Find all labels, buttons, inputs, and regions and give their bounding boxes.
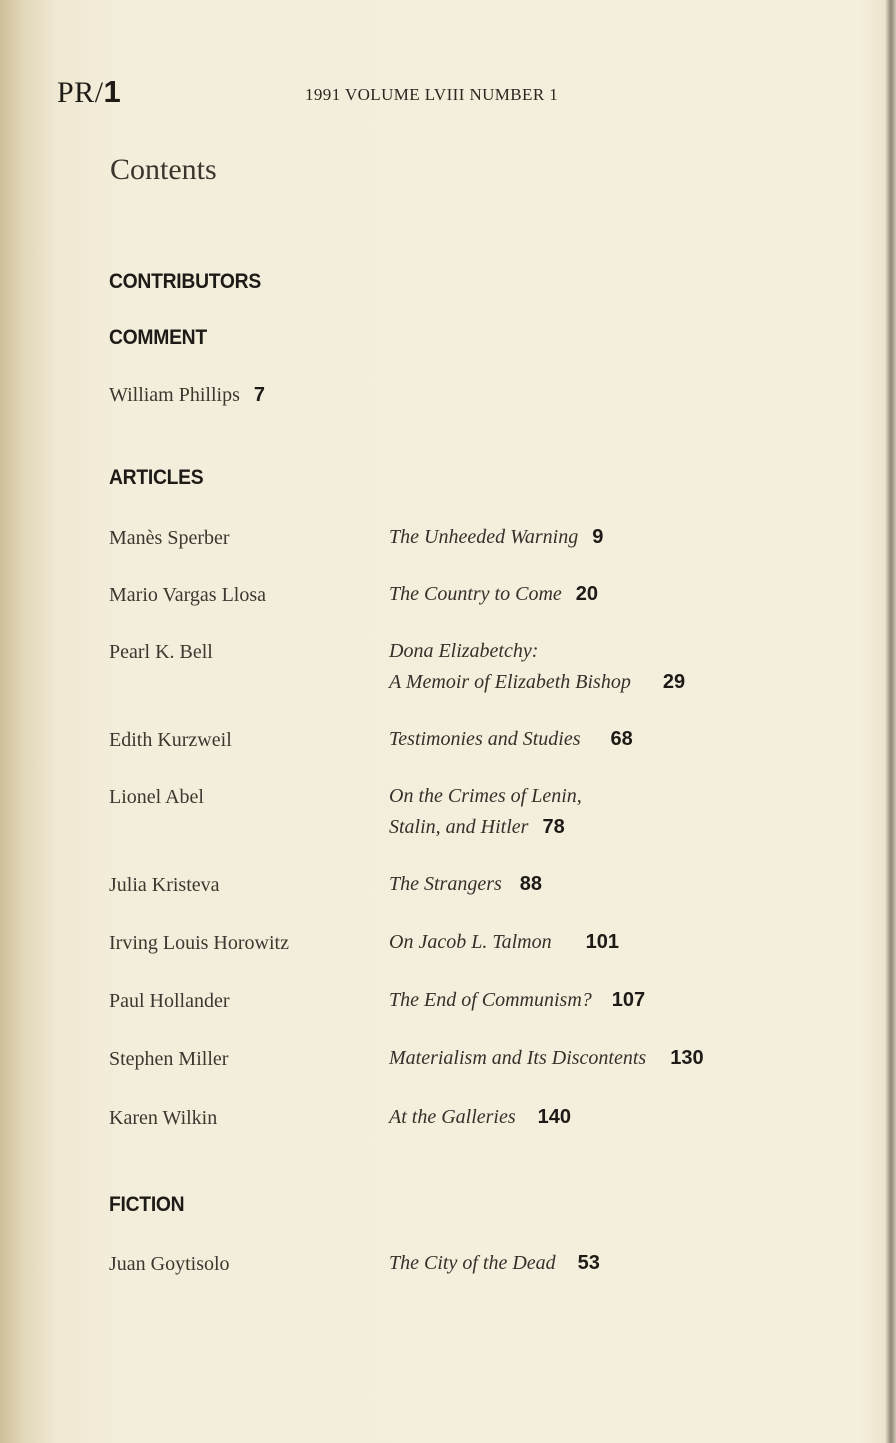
section-heading-comment: COMMENT	[109, 326, 207, 349]
title-text: At the Galleries	[389, 1106, 516, 1128]
entry-author: William Phillips	[109, 384, 240, 406]
title-text: Stalin, and Hitler	[389, 816, 529, 838]
entry-author: Manès Sperber	[109, 527, 230, 549]
entry-page: 7	[253, 384, 265, 406]
entry-author: Edith Kurzweil	[109, 729, 232, 751]
entry-page: 140	[537, 1106, 572, 1128]
issue-line: 1991 VOLUME LVIII NUMBER 1	[305, 85, 559, 104]
title-line-with-page	[389, 667, 685, 698]
entry-author: Stephen Miller	[109, 1048, 229, 1070]
entry-author: Pearl K. Bell	[109, 641, 213, 663]
title-text: The End of Communism?	[389, 989, 592, 1011]
title-line-with-page	[389, 812, 582, 843]
section-heading-articles: ARTICLES	[109, 466, 204, 489]
entry-page: 9	[592, 526, 604, 548]
entry-page: 107	[611, 989, 646, 1011]
entry-page: 29	[662, 671, 686, 693]
entry-author: Paul Hollander	[109, 990, 230, 1012]
journal-number: 1	[103, 74, 122, 109]
journal-mark	[57, 74, 121, 110]
title-text: Testimonies and Studies	[389, 728, 581, 750]
comment-entry	[109, 384, 265, 407]
entry-page: 130	[670, 1047, 704, 1069]
entry-title	[389, 1102, 571, 1133]
page-title: Contents	[110, 153, 217, 186]
title-text: The Country to Come	[389, 583, 562, 605]
title-text: A Memoir of Elizabeth Bishop	[389, 671, 631, 693]
entry-title	[389, 781, 582, 843]
entry-title	[389, 579, 598, 610]
entry-title	[389, 724, 633, 755]
entry-page: 101	[585, 931, 619, 953]
entry-page: 78	[542, 816, 565, 838]
title-line: On the Crimes of Lenin,	[389, 785, 582, 807]
title-line: Dona Elizabetchy:	[389, 640, 539, 662]
entry-title	[389, 522, 603, 553]
section-heading-fiction: FICTION	[109, 1193, 185, 1216]
entry-page: 88	[519, 873, 543, 895]
title-text: Materialism and Its Discontents	[389, 1047, 647, 1069]
entry-title	[389, 636, 685, 698]
entry-page: 68	[610, 728, 633, 750]
entry-author: Irving Louis Horowitz	[109, 932, 289, 954]
entry-title	[389, 927, 619, 958]
entry-author: Julia Kristeva	[109, 874, 220, 896]
title-text: The Unheeded Warning	[389, 526, 579, 548]
title-text: The Strangers	[389, 873, 502, 895]
entry-page: 53	[577, 1252, 600, 1274]
entry-title	[389, 869, 542, 900]
entry-author: Karen Wilkin	[109, 1107, 218, 1129]
title-text: The City of the Dead	[389, 1252, 556, 1274]
entry-author: Mario Vargas Llosa	[109, 584, 267, 606]
entry-title	[389, 1043, 704, 1074]
title-text: On Jacob L. Talmon	[389, 931, 552, 953]
entry-title	[389, 1248, 600, 1279]
journal-prefix: PR/	[57, 76, 104, 109]
section-heading-contributors: CONTRIBUTORS	[109, 270, 261, 293]
entry-page: 20	[575, 583, 599, 605]
entry-author: Lionel Abel	[109, 786, 204, 808]
entry-title	[389, 985, 645, 1016]
entry-author: Juan Goytisolo	[109, 1253, 230, 1275]
